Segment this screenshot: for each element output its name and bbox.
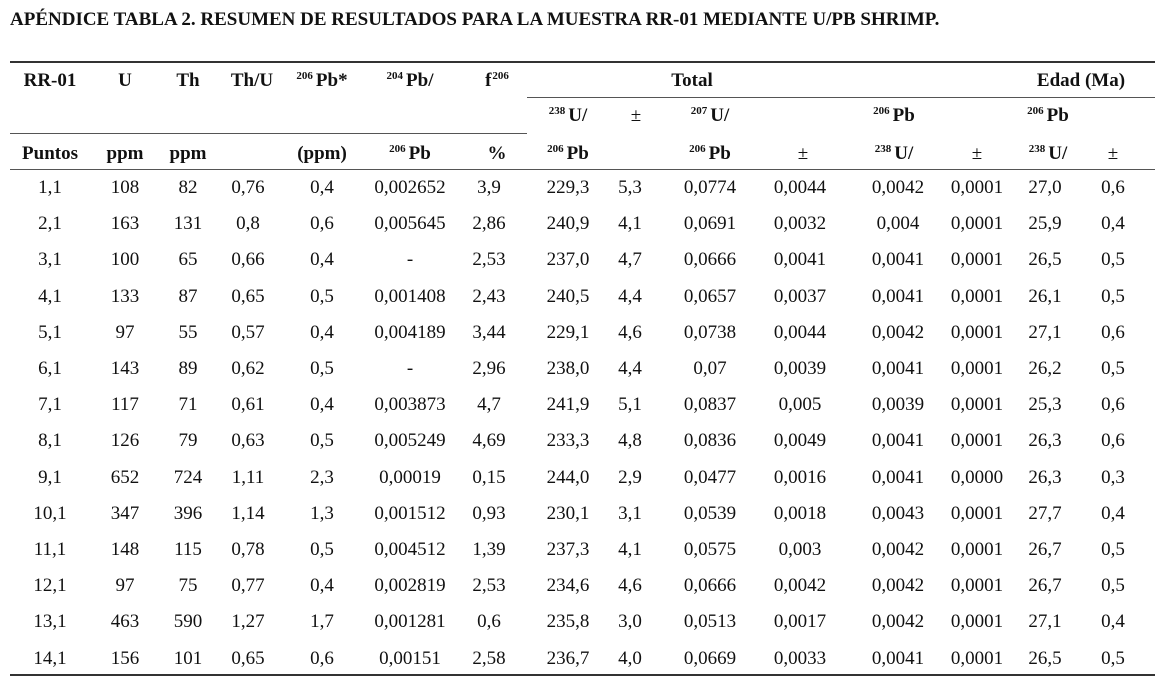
table-cell: 26,7: [1028, 539, 1062, 560]
table-cell: 26,5: [1028, 249, 1062, 271]
table-cell: 0,0033: [773, 647, 827, 669]
table-cell: 0,0837: [683, 394, 737, 416]
table-cell: 1,14: [231, 502, 265, 524]
table-cell: 0,0657: [683, 285, 737, 307]
table-cell: 0,0044: [773, 321, 827, 343]
table-cell: 0,0042: [871, 177, 925, 198]
table-cell: 0,0001: [950, 177, 1004, 198]
table-cell: 26,1: [1028, 285, 1062, 307]
table-cell: 0,65: [231, 285, 265, 307]
table-cell: 0,0669: [683, 647, 737, 669]
table-cell: 27,1: [1028, 611, 1062, 633]
table-cell: 0,00019: [379, 466, 441, 488]
table-cell: 235,8: [546, 611, 590, 633]
header-edad: Edad (Ma): [1036, 70, 1126, 91]
table-cell: 26,7: [1028, 575, 1062, 597]
table-cell: 0,5: [310, 539, 334, 560]
table-cell: 55: [178, 321, 198, 343]
header-puntos: Puntos: [22, 143, 78, 164]
total-rule: [527, 97, 1155, 98]
table-cell: 126: [110, 430, 140, 452]
table-cell: 79: [178, 430, 198, 452]
table-cell: 4,1: [618, 213, 642, 235]
table-cell: 463: [110, 611, 140, 633]
table-cell: 0,0042: [773, 575, 827, 597]
table-cell: 0,5: [1101, 575, 1125, 597]
header-bottom-rule: [10, 169, 1155, 170]
table-cell: 0,002819: [374, 575, 446, 597]
table-cell: 0,0041: [871, 466, 925, 488]
table-cell: 0,00151: [379, 647, 441, 669]
header-pm-3: ±: [971, 143, 983, 164]
table-cell: 0,77: [231, 575, 265, 597]
table-cell: 27,0: [1028, 177, 1062, 198]
header-u238-b: $^{238}$ U/: [874, 143, 914, 164]
header-pb204: $^{204}$ Pb/: [386, 70, 434, 91]
table-cell: 0,57: [231, 321, 265, 343]
table-cell: 229,1: [546, 321, 590, 343]
table-cell: 0,4: [310, 321, 334, 343]
table-cell: 0,0001: [950, 430, 1004, 452]
table-cell: 2,9: [618, 466, 642, 488]
table-cell: 0,0738: [683, 321, 737, 343]
table-cell: 0,3: [1101, 466, 1125, 488]
header-u238: $^{238}$ U/: [548, 105, 588, 126]
table-cell: 0,0042: [871, 539, 925, 560]
table-cell: 1,11: [231, 466, 265, 488]
table-cell: 0,0043: [871, 502, 925, 524]
table-cell: 0,0001: [950, 394, 1004, 416]
table-cell: 131: [173, 213, 203, 235]
table-cell: 0,6: [310, 647, 334, 669]
table-cell: 0,0001: [950, 575, 1004, 597]
table-cell: 27,7: [1028, 502, 1062, 524]
table-cell: 115: [174, 539, 202, 560]
table-cell: 4,6: [618, 321, 642, 343]
table-cell: 0,65: [231, 647, 265, 669]
table-cell: 0,0001: [950, 285, 1004, 307]
table-cell: 0,0042: [871, 575, 925, 597]
table-cell: 0,0666: [683, 249, 737, 271]
table-cell: 2,58: [472, 647, 506, 669]
header-pb206-c: $^{206}$ Pb: [1027, 105, 1069, 126]
table-cell: 0,6: [1101, 394, 1125, 416]
subheader-rule: [10, 133, 527, 134]
table-cell: 0,0001: [950, 249, 1004, 271]
table-cell: 0,001281: [374, 611, 446, 633]
table-cell: 26,2: [1028, 358, 1062, 379]
table-cell: 0,0836: [683, 430, 737, 452]
table-cell: 0,0041: [871, 647, 925, 669]
table-cell: 2,53: [472, 249, 506, 271]
table-cell: 347: [110, 502, 140, 524]
table-cell: 0,62: [231, 358, 265, 379]
table-cell: 0,0001: [950, 358, 1004, 379]
top-rule: [10, 61, 1155, 63]
table-cell: 0,0001: [950, 213, 1004, 235]
table-cell: 4,8: [618, 430, 642, 452]
table-cell: 0,0666: [683, 575, 737, 597]
table-cell: 6,1: [38, 358, 62, 379]
table-cell: 0,93: [472, 502, 506, 524]
table-cell: 0,0017: [773, 611, 827, 633]
table-cell: 9,1: [38, 466, 62, 488]
table-cell: 236,7: [546, 647, 590, 669]
table-cell: 0,001512: [374, 502, 446, 524]
header-pb206-e: $^{206}$ Pb: [547, 143, 589, 164]
table-cell: 0,0513: [683, 611, 737, 633]
table-cell: 0,6: [1101, 430, 1125, 452]
table-cell: 0,76: [231, 177, 265, 198]
table-cell: 0,004189: [374, 321, 446, 343]
table-cell: 244,0: [546, 466, 590, 488]
table-cell: 0,0539: [683, 502, 737, 524]
table-cell: 0,5: [310, 285, 334, 307]
table-cell: 1,7: [310, 611, 334, 633]
table-cell: 229,3: [546, 177, 590, 198]
table-cell: 12,1: [33, 575, 67, 597]
table-cell: 233,3: [546, 430, 590, 452]
table-cell: 133: [110, 285, 140, 307]
table-cell: 65: [178, 249, 198, 271]
table-cell: 0,005: [778, 394, 822, 416]
header-thu: Th/U: [230, 70, 274, 91]
table-cell: 4,7: [477, 394, 501, 416]
table-cell: 652: [110, 466, 140, 488]
table-cell: 1,39: [472, 539, 506, 560]
table-cell: 26,3: [1028, 430, 1062, 452]
table-cell: 237,3: [546, 539, 590, 560]
table-cell: 0,0575: [683, 539, 737, 560]
table-cell: 0,5: [310, 358, 334, 379]
table-cell: 396: [173, 502, 203, 524]
header-pm-2: ±: [797, 143, 809, 164]
table-cell: 0,0042: [871, 611, 925, 633]
table-cell: 0,0041: [871, 430, 925, 452]
header-u: U: [118, 70, 132, 91]
table-cell: 2,96: [472, 358, 506, 379]
table-cell: 0,63: [231, 430, 265, 452]
table-cell: 1,3: [310, 502, 334, 524]
table-cell: 0,4: [310, 394, 334, 416]
header-pb206-f: $^{206}$ Pb: [689, 143, 731, 164]
table-cell: 238,0: [546, 358, 590, 379]
table-cell: 13,1: [33, 611, 67, 633]
table-cell: 0,003873: [374, 394, 446, 416]
table-cell: 2,86: [472, 213, 506, 235]
table-cell: 3,1: [38, 249, 62, 271]
table-cell: 11,1: [33, 539, 67, 560]
table-cell: 8,1: [38, 430, 62, 452]
table-cell: 0,5: [1101, 249, 1125, 271]
table-cell: 724: [173, 466, 203, 488]
table-cell: 3,44: [472, 321, 506, 343]
table-cell: 0,002652: [374, 177, 446, 198]
table-cell: 0,0039: [773, 358, 827, 379]
header-ppm-th: ppm: [169, 143, 207, 164]
table-cell: 4,7: [618, 249, 642, 271]
table-cell: 5,1: [618, 394, 642, 416]
table-cell: 82: [178, 177, 198, 198]
table-cell: 117: [111, 394, 139, 416]
table-cell: 0,5: [1101, 647, 1125, 669]
table-cell: 7,1: [38, 394, 62, 416]
bottom-rule: [10, 674, 1155, 676]
header-th: Th: [176, 70, 200, 91]
header-pb206: $^{206}$ Pb*: [296, 70, 348, 91]
table-cell: 75: [178, 575, 198, 597]
table-cell: 26,5: [1028, 647, 1062, 669]
header-sample: RR-01: [23, 70, 77, 91]
table-cell: 5,3: [618, 177, 642, 198]
table-cell: 4,0: [618, 647, 642, 669]
table-cell: 0,001408: [374, 285, 446, 307]
header-total: Total: [671, 70, 713, 91]
table-cell: 87: [178, 285, 198, 307]
table-title: APÉNDICE TABLA 2. RESUMEN DE RESULTADOS PARA LA MUESTRA RR-01 MEDIANTE U/PB SHRIMP.: [10, 9, 940, 30]
table-cell: 0,15: [472, 466, 506, 488]
table-cell: 27,1: [1028, 321, 1062, 343]
table-cell: 0,0049: [773, 430, 827, 452]
table-cell: 0,0037: [773, 285, 827, 307]
table-cell: 1,27: [231, 611, 265, 633]
table-cell: 1,1: [38, 177, 62, 198]
table-cell: 100: [110, 249, 140, 271]
table-cell: 148: [110, 539, 140, 560]
header-u238-c: $^{238}$ U/: [1028, 143, 1068, 164]
table-cell: 0,07: [693, 358, 727, 379]
table-cell: 25,3: [1028, 394, 1062, 416]
header-pb207: $^{207}$ U/: [690, 105, 730, 126]
table-cell: 4,4: [618, 285, 642, 307]
table-cell: 0,6: [1101, 321, 1125, 343]
table-cell: 0,0032: [773, 213, 827, 235]
table-cell: 0,0774: [683, 177, 737, 198]
table-cell: 0,0477: [683, 466, 737, 488]
table-cell: 0,0001: [950, 611, 1004, 633]
table-cell: 3,9: [477, 177, 501, 198]
table-cell: 2,43: [472, 285, 506, 307]
table-cell: 5,1: [38, 321, 62, 343]
table-cell: 0,0039: [871, 394, 925, 416]
table-cell: 0,8: [236, 213, 260, 235]
table-cell: 0,4: [1101, 611, 1125, 633]
table-cell: 3,0: [618, 611, 642, 633]
table-cell: 0,0018: [773, 502, 827, 524]
table-cell: 0,004512: [374, 539, 446, 560]
table-cell: 71: [178, 394, 198, 416]
table-cell: 230,1: [546, 502, 590, 524]
table-cell: 241,9: [546, 394, 590, 416]
table-cell: 89: [178, 358, 198, 379]
header-pb206-d: $^{206}$ Pb: [389, 143, 431, 164]
table-cell: 4,1: [38, 285, 62, 307]
header-f206: $f^{206}$: [485, 70, 509, 91]
table-cell: 0,78: [231, 539, 265, 560]
header-percent: %: [487, 143, 507, 164]
table-cell: 240,5: [546, 285, 590, 307]
table-cell: 0,0000: [950, 466, 1004, 488]
table-cell: 0,003: [778, 539, 822, 560]
table-cell: 0,4: [310, 177, 334, 198]
table-cell: 0,0001: [950, 539, 1004, 560]
table-cell: 0,4: [310, 249, 334, 271]
table-cell: 10,1: [33, 502, 67, 524]
table-cell: 163: [110, 213, 140, 235]
table-cell: 0,4: [1101, 213, 1125, 235]
table-cell: 0,5: [1101, 285, 1125, 307]
table-cell: 0,0041: [871, 249, 925, 271]
table-cell: 0,0044: [773, 177, 827, 198]
table-cell: -: [406, 358, 414, 379]
table-cell: 0,0042: [871, 321, 925, 343]
table-cell: 4,1: [618, 539, 642, 560]
table-cell: 101: [173, 647, 203, 669]
header-pb206-b: $^{206}$ Pb: [873, 105, 915, 126]
table-cell: 0,0001: [950, 647, 1004, 669]
table-cell: 2,1: [38, 213, 62, 235]
table-cell: 237,0: [546, 249, 590, 271]
table-cell: 0,6: [310, 213, 334, 235]
table-cell: 4,6: [618, 575, 642, 597]
table-cell: 26,3: [1028, 466, 1062, 488]
table-cell: 0,5: [1101, 358, 1125, 379]
table-cell: 3,1: [618, 502, 642, 524]
table-cell: 0,4: [310, 575, 334, 597]
table-cell: 0,005645: [374, 213, 446, 235]
table-cell: 4,69: [472, 430, 506, 452]
table-cell: 0,0041: [871, 358, 925, 379]
table-cell: 14,1: [33, 647, 67, 669]
table-cell: 0,004: [876, 213, 920, 235]
table-cell: 0,0001: [950, 502, 1004, 524]
table-cell: 2,3: [310, 466, 334, 488]
table-cell: 143: [110, 358, 140, 379]
table-cell: 0,005249: [374, 430, 446, 452]
table-cell: 0,5: [1101, 539, 1125, 560]
table-cell: -: [406, 249, 414, 271]
table-cell: 0,0041: [871, 285, 925, 307]
table-cell: 0,4: [1101, 502, 1125, 524]
table-cell: 0,6: [1101, 177, 1125, 198]
table-cell: 108: [110, 177, 140, 198]
table-cell: 0,66: [231, 249, 265, 271]
table-cell: 234,6: [546, 575, 590, 597]
table-cell: 240,9: [546, 213, 590, 235]
header-pm-1: ±: [630, 105, 642, 126]
table-cell: 25,9: [1028, 213, 1062, 235]
table-cell: 97: [115, 575, 135, 597]
table-cell: 0,61: [231, 394, 265, 416]
table-cell: 156: [110, 647, 140, 669]
header-ppm-u: ppm: [106, 143, 144, 164]
table-cell: 0,0691: [683, 213, 737, 235]
header-pm-4: ±: [1107, 143, 1119, 164]
table-cell: 0,5: [310, 430, 334, 452]
table-cell: 590: [173, 611, 203, 633]
table-cell: 4,4: [618, 358, 642, 379]
table-cell: 0,0041: [773, 249, 827, 271]
header-ppm-pb: (ppm): [297, 143, 347, 164]
table-cell: 0,0016: [773, 466, 827, 488]
table-cell: 97: [115, 321, 135, 343]
table-cell: 0,0001: [950, 321, 1004, 343]
table-cell: 0,6: [477, 611, 501, 633]
table-cell: 2,53: [472, 575, 506, 597]
